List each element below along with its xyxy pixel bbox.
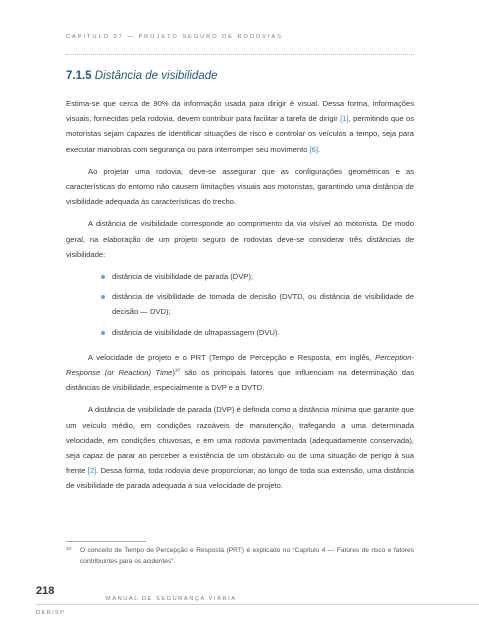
list-item-text: distância de visibilidade de parada (DVP); bbox=[112, 272, 253, 282]
header-divider bbox=[66, 54, 414, 55]
book-title: MANUAL DE SEGURANÇA VIÁRIA bbox=[106, 596, 237, 602]
citation-link[interactable]: [1] bbox=[340, 114, 349, 124]
bullet-icon bbox=[101, 275, 105, 279]
paragraph-1-text-b: , permitindo que os motoristas sejam capazes de identificar situações de risco e controlar os veículos a tempo, seja para executar manobras com segurança ou para interromper seu movimento bbox=[66, 114, 414, 154]
footnote-text: O conceito de Tempo de Percepção e Resposta (PRT) é explicado no “Capítulo 4 — Fatores de risco e fatores contribuintes para os acidentes”. bbox=[80, 547, 414, 565]
paragraph-1 bbox=[66, 96, 414, 157]
chapter-header: CAPÍTULO 07 — PROJETO SEGURO DE RODOVIAS bbox=[66, 34, 283, 40]
list-item bbox=[112, 269, 414, 284]
paragraph-4-italic: Perception-Response (or Reaction) Time bbox=[66, 352, 414, 378]
section-title bbox=[66, 70, 218, 82]
paragraph-4-text-b: ) bbox=[172, 368, 175, 378]
publisher-label: DER/SP bbox=[36, 610, 66, 616]
paragraph-4-text-a: A velocidade de projeto e o PRT (Tempo de Percepção e Resposta, em inglês, bbox=[88, 352, 376, 362]
list-item-text: distância de visibilidade de tomada de decisão (DVTD, ou distância de visibilidade de decisão — DVD); bbox=[112, 292, 414, 317]
footnote-number: 10 bbox=[66, 546, 72, 551]
list-item bbox=[112, 289, 414, 319]
citation-link[interactable]: [6] bbox=[309, 144, 318, 154]
footnote-divider bbox=[66, 541, 146, 542]
section-name: Distância de visibilidade bbox=[94, 70, 218, 82]
footnote-ref[interactable]: 10 bbox=[174, 367, 180, 373]
bullet-icon bbox=[101, 331, 105, 335]
body-text bbox=[66, 96, 414, 501]
paragraph-1-text-c: . bbox=[318, 144, 321, 154]
bullet-icon bbox=[101, 295, 105, 299]
paragraph-5 bbox=[66, 402, 414, 493]
page-number: 218 bbox=[36, 585, 55, 597]
section-number: 7.1.5 bbox=[66, 70, 92, 82]
list-item-text: distância de visibilidade de ultrapassagem (DVU). bbox=[112, 327, 280, 337]
paragraph-5-text-b: . Dessa forma, toda rodovia deve proporcionar, ao longo de toda sua extensão, uma distância de visibilidade de parada adequada à sua velocidade de projeto. bbox=[66, 466, 415, 491]
paragraph-3: A distância de visibilidade corresponde ao comprimento da via visível ao motorista. De modo geral, na elaboração de um projeto seguro de rodovias deve-se considerar três distâncias de visibilidade: bbox=[66, 219, 414, 259]
footer-divider bbox=[36, 604, 479, 605]
paragraph-4 bbox=[66, 350, 414, 396]
paragraph-5-text-a: A distância de visibilidade de parada (DVP) é definida como a distância mínima que garante que um veículo médio, em condições razoáveis de manutenção, trafegando a uma determinada velocidade, em condições chuvosas, e em uma rodovia pavimentada (adequadamente conservada), seja capaz de parar ao perceber a existência de um obstáculo ou de uma situação de perigo à sua frente bbox=[66, 405, 414, 476]
paragraph-2: Ao projetar uma rodovia, deve-se assegurar que as configurações geométricas e as características do entorno não causem limitações visuais aos motoristas, garantindo uma distância de visibilidade adequada às características do trecho. bbox=[66, 166, 414, 207]
visibility-distance-list bbox=[66, 269, 414, 340]
list-item bbox=[112, 325, 414, 340]
citation-link[interactable]: [2] bbox=[87, 466, 97, 476]
paragraph-4-text-c: são os principais fatores que influenciam na determinação das distâncias de visibilidade, especialmente a DVP e a DVTD. bbox=[66, 368, 414, 393]
paragraph-1-text-a: Estima-se que cerca de 90% da informação usada para dirigir é visual. Dessa forma, informações visuais, fornecidas pela rodovia, devem contribuir para facilitar a tarefa de dirigir bbox=[66, 99, 414, 124]
footnote bbox=[66, 546, 414, 567]
